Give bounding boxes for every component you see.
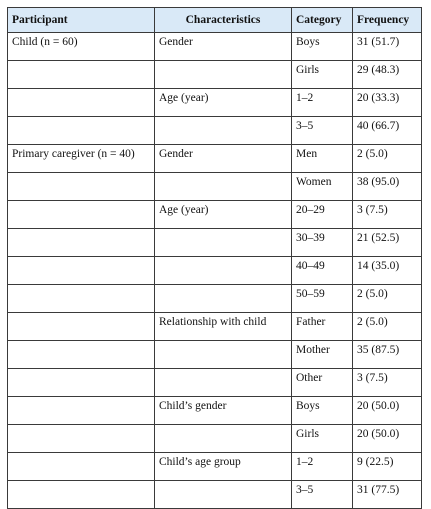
cell-participant bbox=[8, 229, 155, 257]
table-container bbox=[7, 7, 422, 509]
cell-frequency: 2 (5.0) bbox=[353, 285, 422, 313]
cell-frequency: 38 (95.0) bbox=[353, 173, 422, 201]
cell-category: Boys bbox=[292, 397, 353, 425]
cell-category: Women bbox=[292, 173, 353, 201]
table-row bbox=[8, 369, 422, 397]
cell-frequency: 31 (77.5) bbox=[353, 481, 422, 509]
cell-characteristic bbox=[155, 481, 292, 509]
table-row bbox=[8, 145, 422, 173]
table-row bbox=[8, 453, 422, 481]
header-row bbox=[8, 8, 422, 33]
cell-frequency: 3 (7.5) bbox=[353, 201, 422, 229]
cell-characteristic: Gender bbox=[155, 145, 292, 173]
cell-participant bbox=[8, 173, 155, 201]
table-row bbox=[8, 397, 422, 425]
cell-category: 40–49 bbox=[292, 257, 353, 285]
header-category: Category bbox=[292, 8, 353, 33]
cell-characteristic: Age (year) bbox=[155, 89, 292, 117]
cell-participant bbox=[8, 481, 155, 509]
cell-participant bbox=[8, 313, 155, 341]
table-row bbox=[8, 89, 422, 117]
cell-characteristic bbox=[155, 425, 292, 453]
cell-participant bbox=[8, 201, 155, 229]
cell-frequency: 31 (51.7) bbox=[353, 33, 422, 61]
table-header bbox=[8, 8, 422, 33]
cell-characteristic: Relationship with child bbox=[155, 313, 292, 341]
cell-participant bbox=[8, 425, 155, 453]
table-row bbox=[8, 481, 422, 509]
cell-category: Girls bbox=[292, 61, 353, 89]
cell-category: Men bbox=[292, 145, 353, 173]
cell-characteristic bbox=[155, 369, 292, 397]
cell-participant bbox=[8, 89, 155, 117]
cell-category: 20–29 bbox=[292, 201, 353, 229]
cell-frequency: 14 (35.0) bbox=[353, 257, 422, 285]
cell-participant bbox=[8, 61, 155, 89]
cell-characteristic bbox=[155, 341, 292, 369]
cell-category: Boys bbox=[292, 33, 353, 61]
cell-participant: Primary caregiver (n = 40) bbox=[8, 145, 155, 173]
table-row bbox=[8, 117, 422, 145]
table-row bbox=[8, 341, 422, 369]
cell-frequency: 35 (87.5) bbox=[353, 341, 422, 369]
cell-frequency: 40 (66.7) bbox=[353, 117, 422, 145]
table-row bbox=[8, 201, 422, 229]
cell-participant bbox=[8, 397, 155, 425]
cell-category: 1–2 bbox=[292, 89, 353, 117]
cell-participant bbox=[8, 369, 155, 397]
cell-participant bbox=[8, 257, 155, 285]
cell-frequency: 2 (5.0) bbox=[353, 145, 422, 173]
cell-participant bbox=[8, 341, 155, 369]
header-characteristics: Characteristics bbox=[155, 8, 292, 33]
cell-characteristic bbox=[155, 229, 292, 257]
cell-frequency: 20 (50.0) bbox=[353, 425, 422, 453]
table-row bbox=[8, 33, 422, 61]
cell-category: 30–39 bbox=[292, 229, 353, 257]
cell-frequency: 3 (7.5) bbox=[353, 369, 422, 397]
table-row bbox=[8, 61, 422, 89]
cell-characteristic: Age (year) bbox=[155, 201, 292, 229]
cell-category: Other bbox=[292, 369, 353, 397]
header-frequency: Frequency bbox=[353, 8, 422, 33]
participant-characteristics-table bbox=[7, 7, 422, 509]
table-row bbox=[8, 425, 422, 453]
cell-category: 3–5 bbox=[292, 117, 353, 145]
cell-characteristic: Child’s age group bbox=[155, 453, 292, 481]
header-participant: Participant bbox=[8, 8, 155, 33]
cell-characteristic bbox=[155, 61, 292, 89]
cell-category: Father bbox=[292, 313, 353, 341]
cell-characteristic bbox=[155, 257, 292, 285]
cell-characteristic bbox=[155, 285, 292, 313]
cell-frequency: 2 (5.0) bbox=[353, 313, 422, 341]
cell-category: Girls bbox=[292, 425, 353, 453]
cell-category: Mother bbox=[292, 341, 353, 369]
table-row bbox=[8, 257, 422, 285]
cell-participant bbox=[8, 117, 155, 145]
cell-participant bbox=[8, 285, 155, 313]
cell-characteristic bbox=[155, 117, 292, 145]
cell-characteristic: Gender bbox=[155, 33, 292, 61]
cell-frequency: 29 (48.3) bbox=[353, 61, 422, 89]
cell-category: 1–2 bbox=[292, 453, 353, 481]
table-body bbox=[8, 33, 422, 509]
cell-frequency: 21 (52.5) bbox=[353, 229, 422, 257]
table-row bbox=[8, 313, 422, 341]
cell-participant bbox=[8, 453, 155, 481]
cell-characteristic: Child’s gender bbox=[155, 397, 292, 425]
cell-characteristic bbox=[155, 173, 292, 201]
cell-category: 50–59 bbox=[292, 285, 353, 313]
table-row bbox=[8, 229, 422, 257]
table-row bbox=[8, 285, 422, 313]
cell-frequency: 20 (50.0) bbox=[353, 397, 422, 425]
table-row bbox=[8, 173, 422, 201]
cell-frequency: 20 (33.3) bbox=[353, 89, 422, 117]
cell-frequency: 9 (22.5) bbox=[353, 453, 422, 481]
cell-category: 3–5 bbox=[292, 481, 353, 509]
cell-participant: Child (n = 60) bbox=[8, 33, 155, 61]
